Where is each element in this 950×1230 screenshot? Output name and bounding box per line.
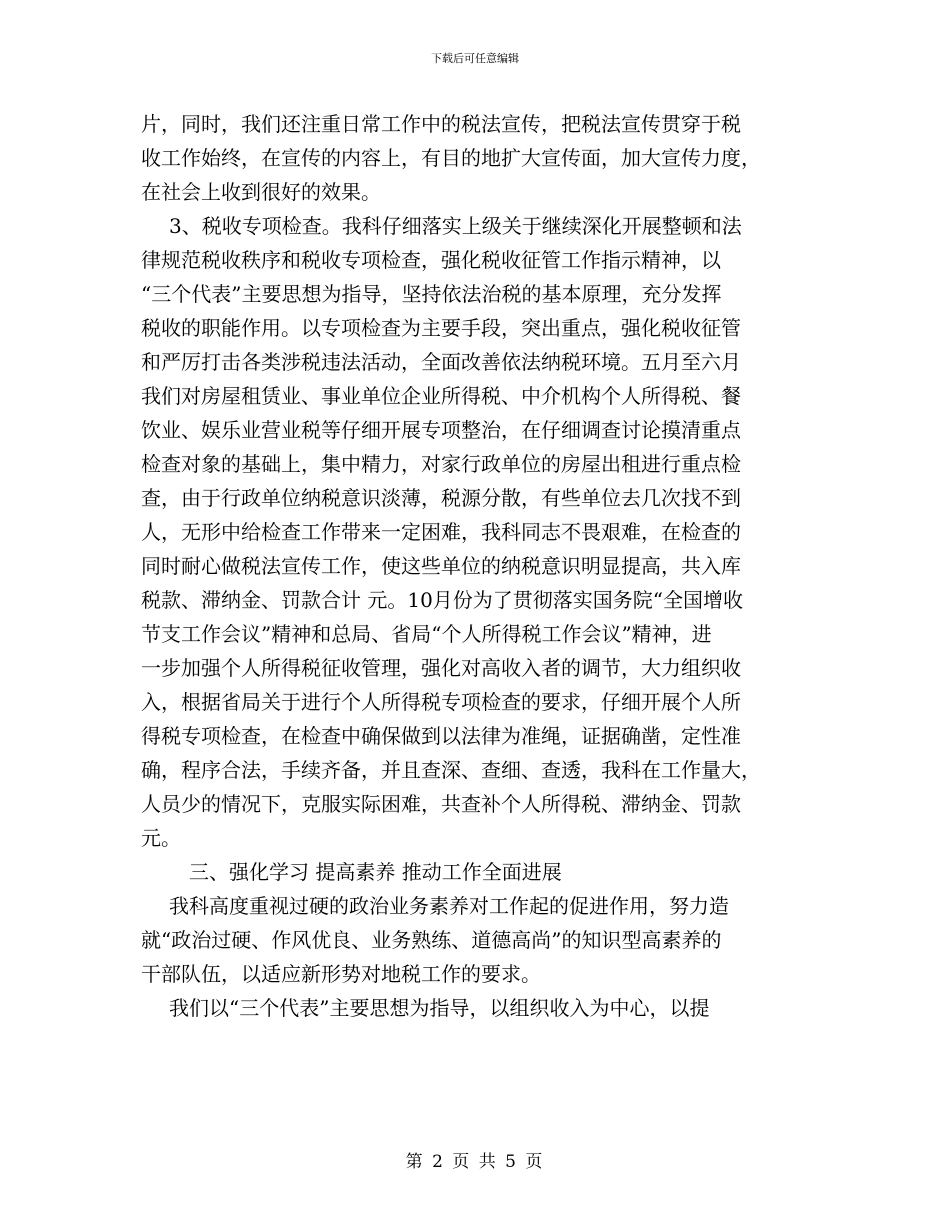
text-line: 查，由于行政单位纳税意识淡薄，税源分散，有些单位去几次找不到 [141, 486, 741, 510]
page-footer: 第 2 页 共 5 页 [405, 1152, 545, 1172]
text-line: 我们对房屋租赁业、事业单位企业所得税、中介机构个人所得税、餐 [141, 384, 741, 408]
text-line: 3、税收专项检查。我科仔细落实上级关于继续深化开展整顿和法 [169, 214, 742, 238]
text-line: 检查对象的基础上，集中精力，对家行政单位的房屋出租进行重点检 [141, 452, 741, 476]
text-line: 就“政治过硬、作风优良、业务熟练、道德高尚”的知识型高素养的 [141, 928, 722, 952]
text-line: 饮业、娱乐业营业税等仔细开展专项整治，在仔细调查讨论摸清重点 [141, 418, 741, 442]
text-line: “三个代表”主要思想为指导，坚持依法治税的基本原理，充分发挥 [141, 282, 722, 306]
text-line: 税款、滞纳金、罚款合计 元。10月份为了贯彻落实国务院“全国增收 [141, 588, 744, 612]
text-line: 一步加强个人所得税征收管理，强化对高收入者的调节，大力组织收 [141, 656, 741, 680]
text-line: 人员少的情况下，克服实际困难，共查补个人所得税、滞纳金、罚款 [141, 792, 741, 816]
text-line: 元。 [141, 826, 181, 850]
page-header: 下载后可任意编辑 [431, 52, 519, 65]
text-line: 得税专项检查，在检查中确保做到以法律为准绳，证据确凿，定性准 [141, 724, 741, 748]
text-line: 收工作始终，在宣传的内容上，有目的地扩大宣传面，加大宣传力度， [141, 146, 761, 170]
text-line: 律规范税收秩序和税收专项检查，强化税收征管工作指示精神，以 [141, 248, 721, 272]
text-line: 人，无形中给检查工作带来一定困难，我科同志不畏艰难，在检查的 [141, 520, 741, 544]
text-line: 我们以“三个代表”主要思想为指导，以组织收入为中心，以提 [169, 996, 710, 1020]
text-line: 我科高度重视过硬的政治业务素养对工作起的促进作用，努力造 [169, 894, 729, 918]
text-line: 和严厉打击各类涉税违法活动，全面改善依法纳税环境。五月至六月 [141, 350, 741, 374]
text-line: 干部队伍，以适应新形势对地税工作的要求。 [141, 962, 541, 986]
text-line: 确，程序合法，手续齐备，并且查深、查细、查透，我科在工作量大， [141, 758, 761, 782]
text-line: 节支工作会议”精神和总局、省局“个人所得税工作会议”精神，进 [141, 622, 712, 646]
document-body [141, 107, 811, 1025]
text-line: 在社会上收到很好的效果。 [141, 180, 381, 204]
section-heading: 三、强化学习 提高素养 推动工作全面进展 [189, 860, 562, 884]
text-line: 入，根据省局关于进行个人所得税专项检查的要求，仔细开展个人所 [141, 690, 741, 714]
text-line: 同时耐心做税法宣传工作，使这些单位的纳税意识明显提高，共入库 [141, 554, 741, 578]
text-line: 税收的职能作用。以专项检查为主要手段，突出重点，强化税收征管 [141, 316, 741, 340]
text-line: 片，同时，我们还注重日常工作中的税法宣传，把税法宣传贯穿于税 [141, 112, 741, 136]
